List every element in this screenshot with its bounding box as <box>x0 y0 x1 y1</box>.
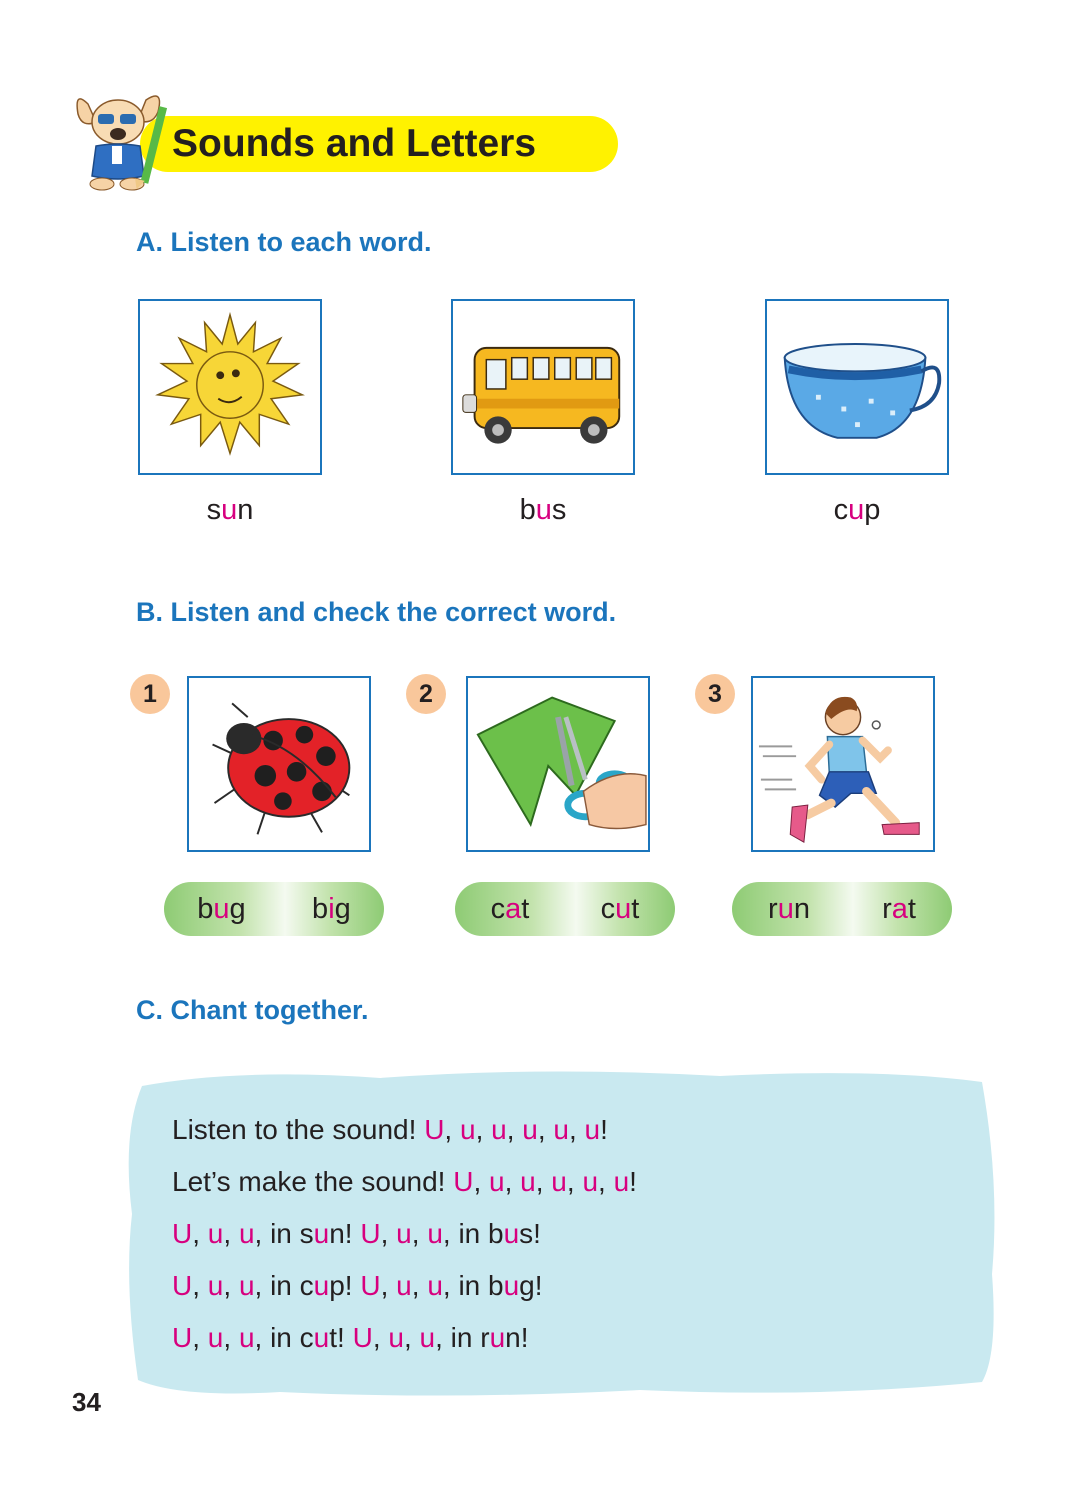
chant-vowel: u <box>396 1218 412 1249</box>
chant-segment: , <box>372 1322 389 1353</box>
chant-segment: n! <box>505 1322 529 1353</box>
choice-cat[interactable]: cat <box>490 892 530 925</box>
chant-vowel: u <box>503 1270 520 1301</box>
bus-picture <box>451 299 635 475</box>
chant-segment: , <box>504 1166 521 1197</box>
chant-segment: , <box>506 1114 523 1145</box>
choice-pill-3 <box>732 882 952 936</box>
chant-vowel: u <box>459 1114 476 1145</box>
chant-line-4 <box>172 1260 637 1312</box>
chant-vowel: u <box>238 1218 255 1249</box>
section-a-heading: A. Listen to each word. <box>136 227 432 257</box>
chant-vowel: U <box>360 1218 381 1249</box>
chant-vowel: u <box>313 1322 330 1353</box>
cup-picture <box>765 299 949 475</box>
chant-vowel: U <box>172 1322 193 1353</box>
chant-line-1 <box>172 1104 637 1156</box>
sun-icon <box>140 301 320 473</box>
chant-vowel: U <box>424 1114 445 1145</box>
chant-segment: , <box>403 1322 420 1353</box>
choice-run[interactable]: run <box>768 892 810 925</box>
chant-vowel: u <box>551 1166 567 1197</box>
chant-segment: , <box>473 1166 490 1197</box>
chant-vowel: u <box>396 1270 412 1301</box>
choice-big[interactable]: big <box>312 892 351 925</box>
chant-line-2 <box>172 1156 637 1208</box>
section-c-heading: C. Chant together. <box>136 995 369 1025</box>
chant-vowel: u <box>313 1270 330 1301</box>
chant-segment: t! <box>329 1322 353 1353</box>
chant-vowel: u <box>238 1322 255 1353</box>
chant-segment: , in b <box>442 1270 504 1301</box>
chant-line-3 <box>172 1208 637 1260</box>
word-bus: bus <box>519 494 567 526</box>
chant-vowel: u <box>584 1114 601 1145</box>
chant-vowel: U <box>172 1270 193 1301</box>
chant-vowel: u <box>520 1166 536 1197</box>
chant-segment: , in c <box>254 1270 314 1301</box>
chant-vowel: u <box>427 1270 443 1301</box>
chant-segment: , <box>537 1114 554 1145</box>
sun-picture <box>138 299 322 475</box>
chant-vowel: U <box>360 1270 381 1301</box>
scissors-cutting-icon <box>468 678 648 850</box>
chant-segment: , <box>192 1270 208 1301</box>
chant-segment: , <box>192 1322 208 1353</box>
chant-segment: , <box>475 1114 492 1145</box>
chant-vowel: u <box>582 1166 599 1197</box>
chant-vowel: u <box>491 1114 507 1145</box>
chant-vowel: u <box>503 1218 520 1249</box>
chant-vowel: U <box>453 1166 474 1197</box>
chant-vowel: u <box>207 1322 224 1353</box>
chant-vowel: u <box>207 1270 224 1301</box>
item-number-2: 2 <box>406 674 446 714</box>
chant-text <box>172 1104 637 1364</box>
bus-icon <box>453 301 633 473</box>
chant-vowel: u <box>419 1322 436 1353</box>
chant-segment: , in r <box>435 1322 490 1353</box>
chant-vowel: u <box>613 1166 630 1197</box>
chant-segment: , in c <box>254 1322 314 1353</box>
cup-icon <box>767 301 947 473</box>
chant-segment: , <box>223 1270 239 1301</box>
choice-pill-2 <box>455 882 675 936</box>
chant-segment: p! <box>329 1270 361 1301</box>
choice-bug[interactable]: bug <box>197 892 246 925</box>
item-number-1: 1 <box>130 674 170 714</box>
chant-segment: , <box>223 1322 239 1353</box>
chant-segment: , in s <box>254 1218 314 1249</box>
chant-segment: ! <box>600 1114 608 1145</box>
chant-segment: s! <box>519 1218 541 1249</box>
chant-vowel: u <box>489 1322 506 1353</box>
chant-vowel: u <box>238 1270 255 1301</box>
page-number: 34 <box>72 1387 101 1417</box>
running-boy-icon <box>753 678 933 850</box>
item-number-3: 3 <box>695 674 735 714</box>
chant-vowel: U <box>172 1218 193 1249</box>
chant-segment: , <box>411 1270 428 1301</box>
running-picture <box>751 676 935 852</box>
chant-vowel: u <box>207 1218 224 1249</box>
cutting-picture <box>466 676 650 852</box>
chant-segment: , <box>568 1114 585 1145</box>
chant-segment: , <box>598 1166 614 1197</box>
chant-segment: , <box>380 1218 397 1249</box>
mascot-dog-icon <box>68 84 178 192</box>
ladybug-icon <box>189 678 369 850</box>
chant-segment: , <box>411 1218 428 1249</box>
chant-segment: , <box>192 1218 208 1249</box>
chant-segment: Listen to the sound! <box>172 1114 425 1145</box>
ladybug-picture <box>187 676 371 852</box>
chant-segment: , <box>444 1114 460 1145</box>
chant-segment: , <box>223 1218 239 1249</box>
page-title: Sounds and Letters <box>172 122 537 165</box>
chant-segment: , <box>566 1166 583 1197</box>
chant-segment: , <box>535 1166 552 1197</box>
choice-rat[interactable]: rat <box>882 892 916 925</box>
choice-pill-1 <box>164 882 384 936</box>
chant-vowel: u <box>427 1218 443 1249</box>
chant-segment: Let’s make the sound! <box>172 1166 454 1197</box>
word-cup: cup <box>833 494 881 526</box>
chant-vowel: u <box>522 1114 538 1145</box>
chant-segment: ! <box>629 1166 637 1197</box>
word-sun: sun <box>206 494 254 526</box>
chant-line-5 <box>172 1312 637 1364</box>
chant-vowel: u <box>489 1166 505 1197</box>
chant-vowel: u <box>313 1218 330 1249</box>
chant-vowel: U <box>352 1322 373 1353</box>
chant-segment: n! <box>329 1218 361 1249</box>
chant-vowel: u <box>553 1114 569 1145</box>
chant-segment: , in b <box>442 1218 504 1249</box>
chant-segment: , <box>380 1270 397 1301</box>
chant-segment: g! <box>519 1270 543 1301</box>
chant-vowel: u <box>388 1322 404 1353</box>
choice-cut[interactable]: cut <box>600 892 640 925</box>
section-b-heading: B. Listen and check the correct word. <box>136 597 617 627</box>
